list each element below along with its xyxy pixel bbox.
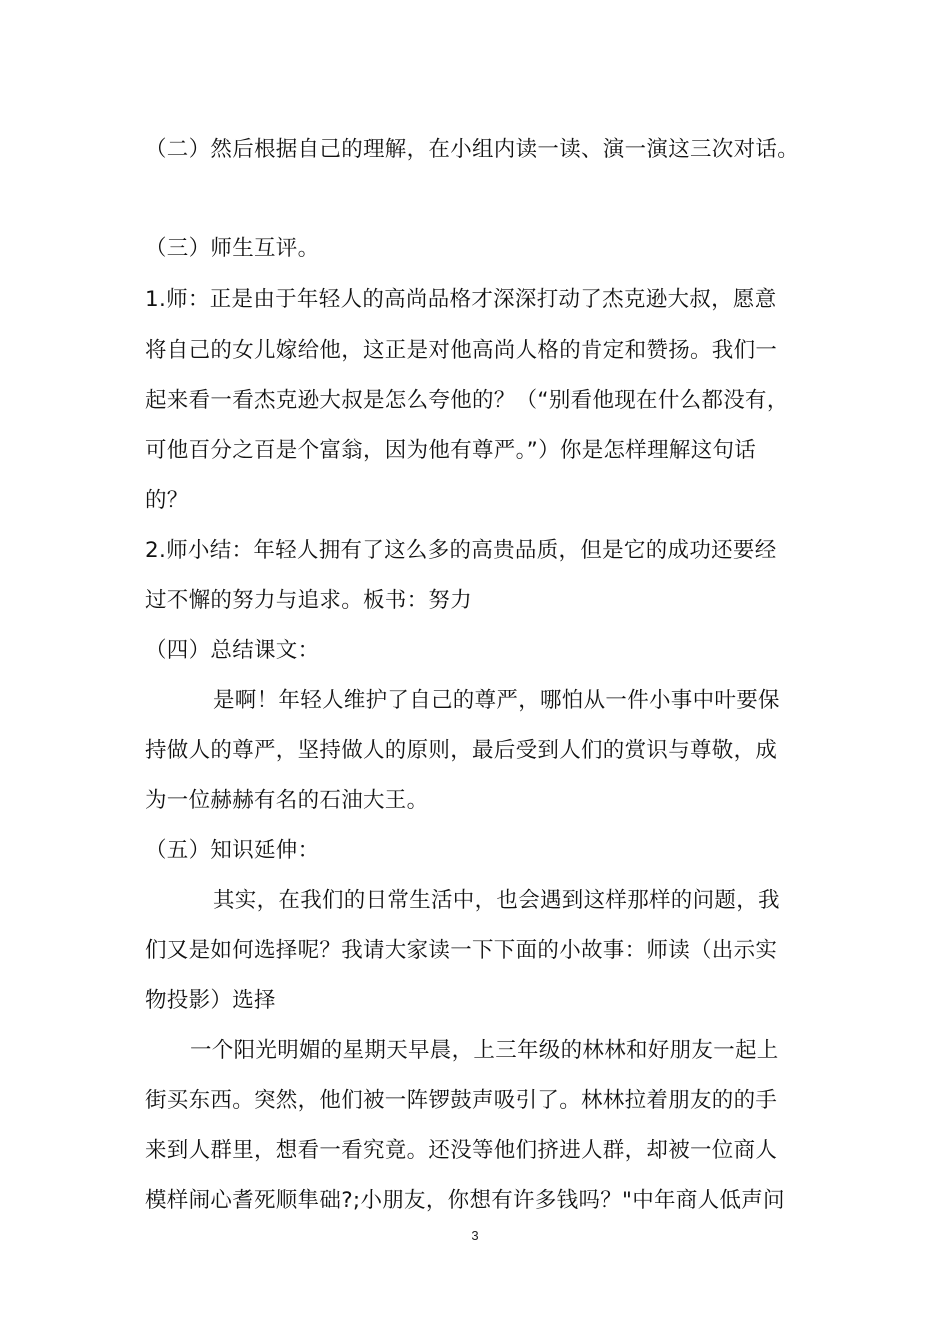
section-heading: （四）总结课文： (145, 638, 320, 663)
text-line: 其实，在我们的日常生活中，也会遇到这样那样的问题，我 (213, 888, 780, 913)
text-line: 可他百分之百是个富翁，因为他有尊严。”）你是怎样理解这句话 (145, 438, 757, 463)
section-heading: （五）知识延伸： (145, 838, 320, 863)
text-line: 物投影）选择 (145, 988, 276, 1013)
text-line: 过不懈的努力与追求。板书：努力 (145, 588, 473, 613)
text-line: 们又是如何选择呢？我请大家读一下下面的小故事：师读（出示实 (145, 938, 778, 963)
text-line: 一个阳光明媚的星期天早晨，上三年级的林林和好朋友一起上 (190, 1038, 779, 1063)
text-line: 1.师：正是由于年轻人的高尚品格才深深打动了杰克逊大叔，愿意 (145, 287, 777, 312)
text-line: 为一位赫赫有名的石油大王。 (145, 788, 429, 813)
text-line: 持做人的尊严，坚持做人的原则，最后受到人们的赏识与尊敬，成 (145, 738, 778, 763)
text-line: （三）师生互评。 (145, 236, 320, 261)
text-line: 街买东西。突然，他们被一阵锣鼓声吸引了。林林拉着朋友的的手 (145, 1088, 778, 1113)
page-number: 3 (471, 1228, 479, 1243)
text-line: 的？ (145, 488, 189, 513)
text-line: 来到人群里，想看一看究竟。还没等他们挤进人群，却被一位商人 (145, 1138, 778, 1163)
text-line: （二）然后根据自己的理解，在小组内读一读、演一演这三次对话。 (145, 137, 800, 162)
text-line: 将自己的女儿嫁给他，这正是对他高尚人格的肯定和赞扬。我们一 (145, 338, 778, 363)
text-line: 2.师小结：年轻人拥有了这么多的高贵品质，但是它的成功还要经 (145, 538, 777, 563)
text-line: 模样闹心耆死顺隼础?;小朋友，你想有许多钱吗？"中年商人低声问 (145, 1188, 785, 1213)
text-line: 是啊！年轻人维护了自己的尊严，哪怕从一件小事中叶要保 (213, 688, 780, 713)
text-line: 起来看一看杰克逊大叔是怎么夸他的？（“别看他现在什么都没有， (145, 388, 789, 413)
